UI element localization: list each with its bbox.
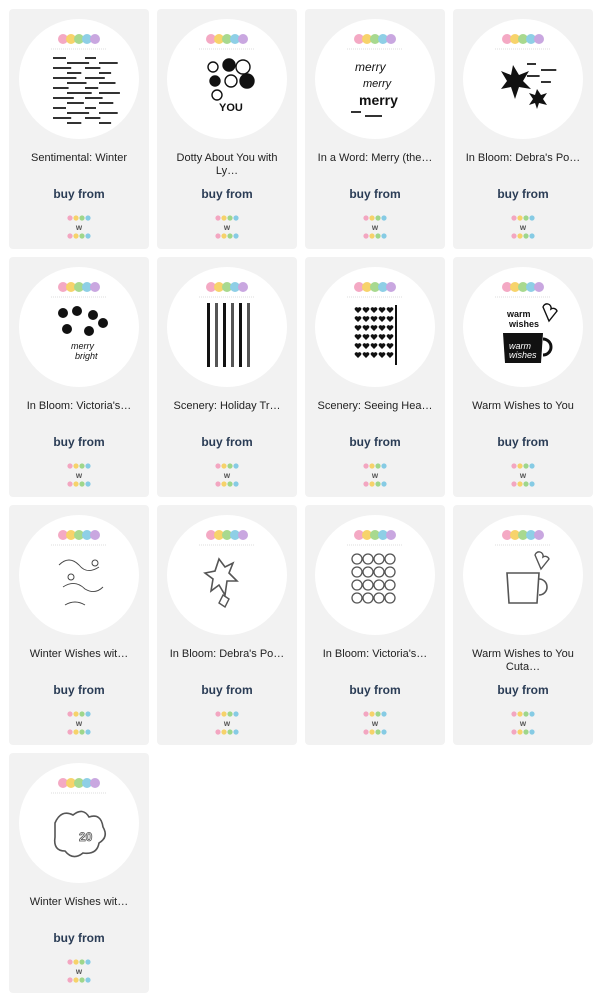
product-thumbnail-sentiment-strips	[19, 19, 139, 139]
product-thumbnail-die-outline-mug	[463, 515, 583, 635]
product-title[interactable]: Winter Wishes wit…	[29, 648, 129, 660]
product-image[interactable]	[19, 19, 139, 139]
svg-text:warm: warm	[507, 309, 531, 319]
svg-text:warm: warm	[509, 341, 531, 351]
product-card[interactable]	[9, 257, 149, 497]
svg-text:w: w	[75, 471, 83, 480]
product-title[interactable]: In Bloom: Victoria's…	[26, 400, 132, 412]
svg-text:w: w	[223, 471, 231, 480]
wow-logo-icon[interactable]	[214, 214, 240, 240]
product-title[interactable]: Scenery: Holiday Tr…	[173, 400, 281, 412]
wow-logo-icon[interactable]	[510, 462, 536, 488]
buy-from-link[interactable]: buy from	[53, 435, 105, 449]
product-title[interactable]: Scenery: Seeing Hea…	[317, 400, 433, 412]
svg-text:bright: bright	[75, 351, 98, 361]
product-card[interactable]	[157, 9, 297, 249]
svg-text:w: w	[371, 223, 379, 232]
svg-text:wishes: wishes	[509, 319, 540, 329]
product-image[interactable]	[167, 267, 287, 387]
product-thumbnail-winter-sketch	[19, 515, 139, 635]
product-thumbnail-dotty-circles	[167, 19, 287, 139]
product-grid	[9, 9, 595, 993]
buy-from-link[interactable]: buy from	[53, 931, 105, 945]
svg-text:w: w	[371, 471, 379, 480]
product-thumbnail-tree-borders	[167, 267, 287, 387]
svg-text:wishes: wishes	[509, 350, 537, 360]
product-thumbnail-die-outline-winter	[19, 763, 139, 883]
product-title[interactable]: Winter Wishes wit…	[29, 896, 129, 908]
product-title[interactable]: Warm Wishes to You Cuta…	[472, 648, 574, 673]
product-title[interactable]: Dotty About You with Ly…	[176, 152, 278, 177]
svg-text:w: w	[519, 223, 527, 232]
product-image[interactable]	[19, 763, 139, 883]
buy-from-link[interactable]: buy from	[349, 187, 401, 201]
product-image[interactable]	[167, 515, 287, 635]
svg-text:w: w	[519, 719, 527, 728]
wow-logo-icon[interactable]	[66, 462, 92, 488]
svg-text:merry: merry	[355, 60, 386, 74]
buy-from-link[interactable]: buy from	[497, 187, 549, 201]
svg-text:w: w	[519, 471, 527, 480]
wow-logo-icon[interactable]	[362, 710, 388, 736]
buy-from-link[interactable]: buy from	[201, 683, 253, 697]
buy-from-link[interactable]: buy from	[53, 683, 105, 697]
product-title[interactable]: In Bloom: Victoria's…	[322, 648, 428, 660]
product-title[interactable]: In Bloom: Debra's Po…	[169, 648, 285, 660]
product-image[interactable]	[463, 19, 583, 139]
product-card[interactable]	[157, 505, 297, 745]
wow-logo-icon[interactable]	[214, 462, 240, 488]
svg-text:w: w	[75, 719, 83, 728]
buy-from-link[interactable]: buy from	[201, 187, 253, 201]
buy-from-link[interactable]: buy from	[201, 435, 253, 449]
product-card[interactable]	[9, 9, 149, 249]
wow-logo-icon[interactable]	[362, 214, 388, 240]
product-title[interactable]: In a Word: Merry (the…	[317, 152, 433, 164]
svg-text:w: w	[223, 719, 231, 728]
product-title[interactable]: Warm Wishes to You	[472, 400, 574, 412]
product-thumbnail-flowers	[19, 267, 139, 387]
product-card[interactable]	[157, 257, 297, 497]
product-card[interactable]	[305, 257, 445, 497]
product-card[interactable]	[305, 505, 445, 745]
product-card[interactable]	[453, 9, 593, 249]
svg-text:20: 20	[79, 830, 93, 844]
product-card[interactable]	[453, 257, 593, 497]
wow-logo-icon[interactable]	[362, 462, 388, 488]
buy-from-link[interactable]: buy from	[349, 435, 401, 449]
product-image[interactable]	[315, 515, 435, 635]
product-card[interactable]	[305, 9, 445, 249]
wow-logo-icon[interactable]	[66, 958, 92, 984]
svg-text:merry: merry	[71, 341, 94, 351]
buy-from-link[interactable]: buy from	[497, 683, 549, 697]
wow-logo-icon[interactable]	[510, 710, 536, 736]
product-image[interactable]	[315, 267, 435, 387]
product-title[interactable]: In Bloom: Debra's Po…	[465, 152, 581, 164]
product-title[interactable]: Sentimental: Winter	[31, 152, 127, 164]
wow-logo-icon[interactable]	[66, 710, 92, 736]
wow-logo-icon[interactable]	[214, 710, 240, 736]
svg-text:w: w	[75, 223, 83, 232]
wow-logo-icon[interactable]	[510, 214, 536, 240]
product-thumbnail-poinsettia	[463, 19, 583, 139]
svg-text:merry: merry	[359, 92, 398, 108]
svg-text:w: w	[371, 719, 379, 728]
product-image[interactable]	[19, 515, 139, 635]
svg-text:w: w	[223, 223, 231, 232]
svg-text:merry: merry	[363, 78, 392, 90]
buy-from-link[interactable]: buy from	[53, 187, 105, 201]
buy-from-link[interactable]: buy from	[349, 683, 401, 697]
svg-text:w: w	[75, 967, 83, 976]
product-thumbnail-die-outline-poinsettia	[167, 515, 287, 635]
svg-text:YOU: YOU	[219, 102, 243, 114]
product-card[interactable]	[9, 505, 149, 745]
product-thumbnail-die-outline-flowers	[315, 515, 435, 635]
product-image[interactable]	[463, 267, 583, 387]
product-thumbnail-mug	[463, 267, 583, 387]
product-image[interactable]	[463, 515, 583, 635]
product-image[interactable]	[315, 19, 435, 139]
product-card[interactable]	[9, 753, 149, 993]
buy-from-link[interactable]: buy from	[497, 435, 549, 449]
product-card[interactable]	[453, 505, 593, 745]
product-thumbnail-hearts	[315, 267, 435, 387]
product-image[interactable]	[19, 267, 139, 387]
product-image[interactable]	[167, 19, 287, 139]
product-thumbnail-merry-words	[315, 19, 435, 139]
wow-logo-icon[interactable]	[66, 214, 92, 240]
